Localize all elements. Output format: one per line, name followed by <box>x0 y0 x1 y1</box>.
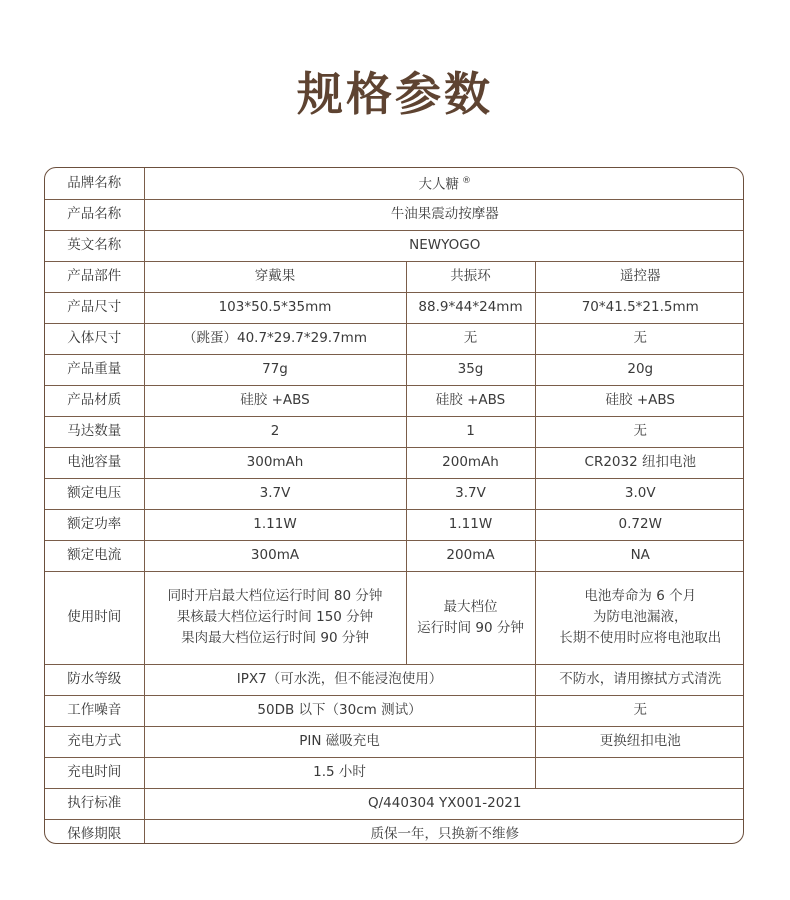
row-product-name <box>45 199 744 230</box>
row-warranty <box>45 819 744 844</box>
cell-wearable: 硅胶 +ABS <box>144 385 406 416</box>
row-noise <box>45 695 744 726</box>
cell-wearable <box>144 571 406 664</box>
usage-line: 长期不使用时应将电池取出 <box>559 630 722 646</box>
row-power <box>45 509 744 540</box>
cell-ring: 共振环 <box>406 261 535 292</box>
cell-wearable: 103*50.5*35mm <box>144 292 406 323</box>
cell-remote: 不防水，请用擦拭方式清洗 <box>535 664 744 695</box>
row-charging <box>45 726 744 757</box>
cell-remote <box>535 757 744 788</box>
cell-remote: 0.72W <box>535 509 744 540</box>
cell-wearable: 1.11W <box>144 509 406 540</box>
cell-main-unit: PIN 磁吸充电 <box>144 726 535 757</box>
row-battery <box>45 447 744 478</box>
row-waterproof <box>45 664 744 695</box>
page-title: 规格参数 <box>297 67 493 121</box>
row-insert-size <box>45 323 744 354</box>
row-english-name <box>45 230 744 261</box>
row-size <box>45 292 744 323</box>
cell-wearable: 穿戴果 <box>144 261 406 292</box>
row-label: 入体尺寸 <box>45 323 144 354</box>
cell-remote: 无 <box>535 323 744 354</box>
row-label: 使用时间 <box>45 571 144 664</box>
cell-wearable: 300mA <box>144 540 406 571</box>
cell-remote: CR2032 纽扣电池 <box>535 447 744 478</box>
cell-ring: 35g <box>406 354 535 385</box>
row-label: 产品重量 <box>45 354 144 385</box>
cell-remote: 遥控器 <box>535 261 744 292</box>
row-brand <box>45 168 744 199</box>
brand-value: 大人糖 ® <box>144 168 744 199</box>
cell-remote <box>535 571 744 664</box>
cell-remote: 无 <box>535 416 744 447</box>
row-motors <box>45 416 744 447</box>
row-label: 充电时间 <box>45 757 144 788</box>
cell-main-unit: IPX7（可水洗，但不能浸泡使用） <box>144 664 535 695</box>
usage-line: 果肉最大档位运行时间 90 分钟 <box>181 630 369 646</box>
warranty-value: 质保一年，只换新不维修 <box>144 819 744 844</box>
row-parts <box>45 261 744 292</box>
cell-ring <box>406 571 535 664</box>
cell-remote: NA <box>535 540 744 571</box>
row-label: 额定电压 <box>45 478 144 509</box>
cell-remote: 3.0V <box>535 478 744 509</box>
cell-wearable: 77g <box>144 354 406 385</box>
row-label: 产品名称 <box>45 199 144 230</box>
row-label: 额定电流 <box>45 540 144 571</box>
row-label: 品牌名称 <box>45 168 144 199</box>
cell-remote: 硅胶 +ABS <box>535 385 744 416</box>
cell-wearable: （跳蛋）40.7*29.7*29.7mm <box>144 323 406 354</box>
row-standard <box>45 788 744 819</box>
row-label: 英文名称 <box>45 230 144 261</box>
cell-main-unit: 50DB 以下（30cm 测试） <box>144 695 535 726</box>
row-label: 产品尺寸 <box>45 292 144 323</box>
cell-ring: 200mA <box>406 540 535 571</box>
cell-wearable: 3.7V <box>144 478 406 509</box>
row-label: 工作噪音 <box>45 695 144 726</box>
row-label: 执行标准 <box>45 788 144 819</box>
usage-line: 为防电池漏液， <box>593 609 688 625</box>
row-label: 充电方式 <box>45 726 144 757</box>
cell-remote: 20g <box>535 354 744 385</box>
usage-line: 最大档位 <box>443 598 498 615</box>
cell-wearable: 2 <box>144 416 406 447</box>
english-name-value: NEWYOGO <box>144 230 744 261</box>
row-label: 产品部件 <box>45 261 144 292</box>
usage-line: 同时开启最大档位运行时间 80 分钟 <box>167 588 383 604</box>
usage-line: 运行时间 90 分钟 <box>417 619 524 636</box>
standard-value: Q/440304 YX001-2021 <box>144 788 744 819</box>
product-name-value: 牛油果震动按摩器 <box>144 199 744 230</box>
registered-mark: ® <box>462 176 471 186</box>
row-label: 保修期限 <box>45 819 144 844</box>
row-label: 额定功率 <box>45 509 144 540</box>
cell-wearable: 300mAh <box>144 447 406 478</box>
row-label: 马达数量 <box>45 416 144 447</box>
row-material <box>45 385 744 416</box>
cell-ring: 3.7V <box>406 478 535 509</box>
cell-remote: 无 <box>535 695 744 726</box>
cell-ring: 硅胶 +ABS <box>406 385 535 416</box>
row-voltage <box>45 478 744 509</box>
row-label: 产品材质 <box>45 385 144 416</box>
row-label: 电池容量 <box>45 447 144 478</box>
row-usage-time <box>45 571 744 664</box>
cell-ring: 88.9*44*24mm <box>406 292 535 323</box>
cell-remote: 更换纽扣电池 <box>535 726 744 757</box>
spec-table <box>44 167 744 844</box>
cell-ring: 200mAh <box>406 447 535 478</box>
row-charge-time <box>45 757 744 788</box>
cell-ring: 1 <box>406 416 535 447</box>
usage-line: 果核最大档位运行时间 150 分钟 <box>176 609 374 625</box>
cell-main-unit: 1.5 小时 <box>144 757 535 788</box>
row-label: 防水等级 <box>45 664 144 695</box>
usage-line: 电池寿命为 6 个月 <box>584 588 697 604</box>
cell-remote: 70*41.5*21.5mm <box>535 292 744 323</box>
cell-ring: 无 <box>406 323 535 354</box>
cell-ring: 1.11W <box>406 509 535 540</box>
row-weight <box>45 354 744 385</box>
row-current <box>45 540 744 571</box>
